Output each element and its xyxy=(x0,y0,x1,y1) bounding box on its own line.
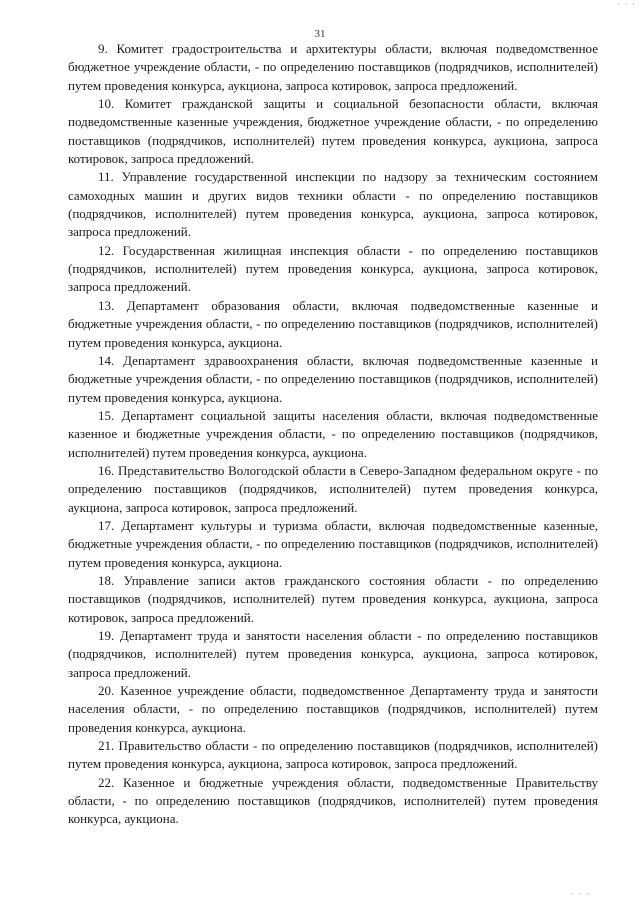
page-number: 31 xyxy=(314,28,326,40)
paragraph-item-18: 18. Управление записи актов гражданского состояния области - по определению поставщиков (подрядчиков, исполнителей) путем проведения конкурса, аукциона, запроса котировок, запроса предложений. xyxy=(68,572,598,625)
paragraph-item-10: 10. Комитет гражданской защиты и социальной безопасности области, включая подведомственные казенные учреждения, бюджетное учреждение области, - по определению поставщиков (подрядчиков, исполнителей) путем проведения конкурса, аукциона, запроса котировок, запроса предложений. xyxy=(68,96,598,167)
paragraph-item-21: 21. Правительство области - по определению поставщиков (подрядчиков, исполнителей) путем проведения конкурса, аукциона, запроса котировок, запроса предложений. xyxy=(68,738,598,772)
paragraph-item-22: 22. Казенное и бюджетные учреждения области, подведомственные Правительству области, - по определению поставщиков (подрядчиков, исполнителей) путем проведения конкурса, аукциона. xyxy=(68,774,598,827)
paragraph-item-17: 17. Департамент культуры и туризма области, включая подведомственные казенные, бюджетные учреждения области, - по определению поставщиков (подрядчиков, исполнителей) путем проведения конкурса, аукциона. xyxy=(68,517,598,570)
scan-artifact-top: · · · xyxy=(616,0,636,10)
paragraph-item-13: 13. Департамент образования области, включая подведомственные казенные и бюджетные учреждения области, - по определению поставщиков (подрядчиков, исполнителей) путем проведения конкурса, аукциона. xyxy=(68,297,598,350)
paragraph-item-14: 14. Департамент здравоохранения области, включая подведомственные казенные и бюджетные учреждения области, - по определению поставщиков (подрядчиков, исполнителей) путем проведения конкурса, аукциона. xyxy=(68,352,598,405)
scan-artifact-bottom: · · · xyxy=(570,890,590,900)
paragraph-item-9: 9. Комитет градостроительства и архитектуры области, включая подведомственное бюджетное учреждение области, - по определению поставщиков (подрядчиков, исполнителей) путем проведения конкурса, аукциона, запроса котировок, запроса предложений. xyxy=(68,41,598,93)
paragraph-item-15: 15. Департамент социальной защиты населения области, включая подведомственные казенное и бюджетные учреждения области, - по определению поставщиков (подрядчиков, исполнителей) путем проведения конкурса, аукциона. xyxy=(68,407,598,460)
paragraph-item-20: 20. Казенное учреждение области, подведомственное Департаменту труда и занятости населения области, - по определению поставщиков (подрядчиков, исполнителей) путем проведения конкурса, аукциона. xyxy=(68,683,598,735)
document-body xyxy=(68,40,598,829)
paragraph-item-16: 16. Представительство Вологодской области в Северо-Западном федеральном округе - по определению поставщиков (подрядчиков, исполнителей) путем проведения конкурса, аукциона, запроса котировок, запроса предложений. xyxy=(68,462,598,515)
paragraph-item-11: 11. Управление государственной инспекции по надзору за техническим состоянием самоходных машин и других видов техники области - по определению поставщиков (подрядчиков, исполнителей) путем проведения конкурса, аукциона, запроса котировок, запроса предложений. xyxy=(68,169,598,240)
paragraph-item-12: 12. Государственная жилищная инспекция области - по определению поставщиков (подрядчиков, исполнителей) путем проведения конкурса, аукциона, запроса котировок, запроса предложений. xyxy=(68,242,598,295)
paragraph-item-19: 19. Департамент труда и занятости населения области - по определению поставщиков (подрядчиков, исполнителей) путем проведения конкурса, аукциона, запроса котировок, запроса предложений. xyxy=(68,628,598,680)
